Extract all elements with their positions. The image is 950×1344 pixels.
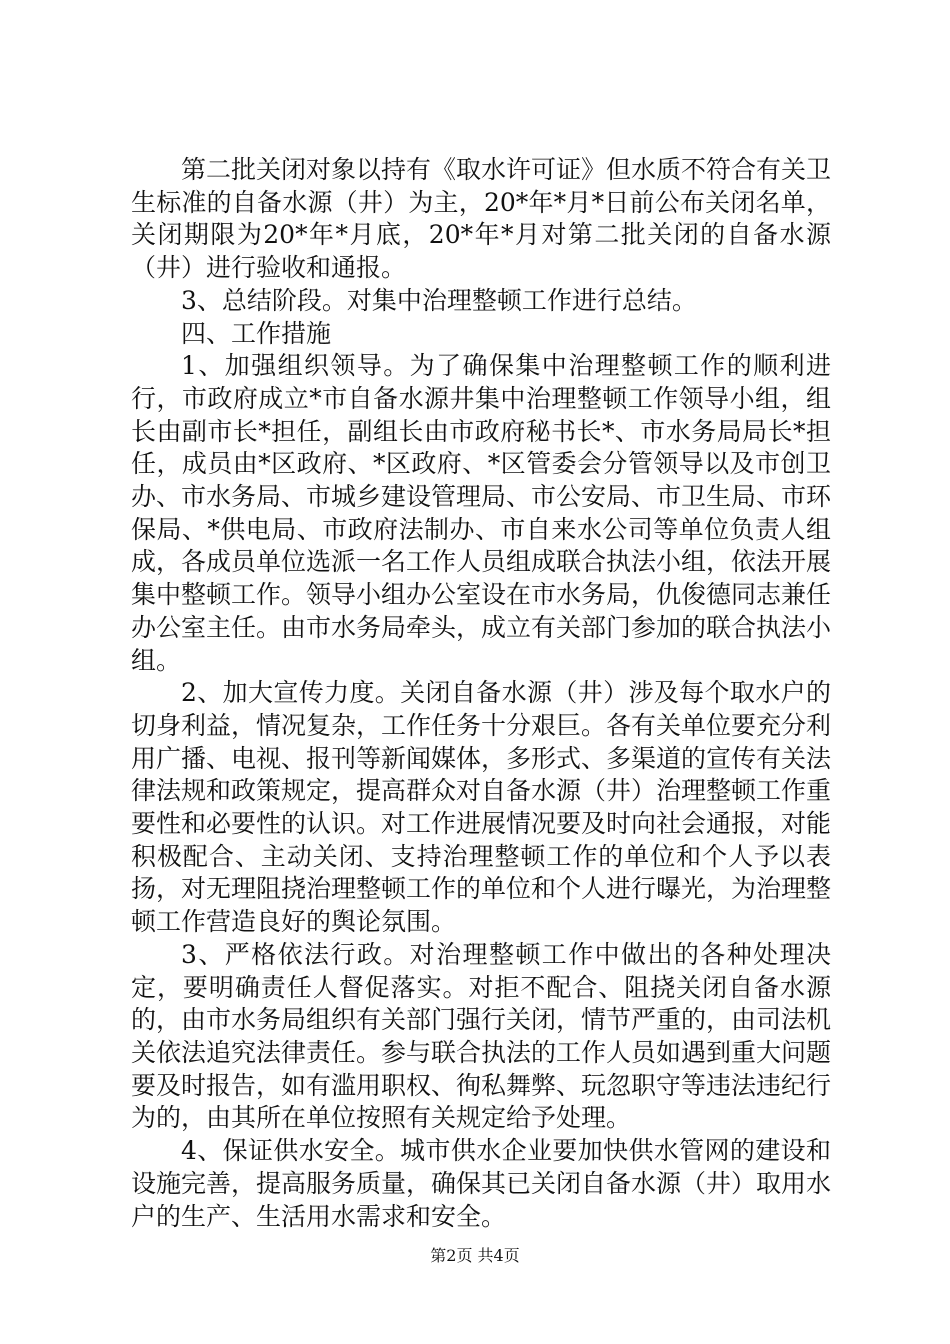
paragraph-law-enforcement: 3、严格依法行政。对治理整顿工作中做出的各种处理决定，要明确责任人督促落实。对拒不配合、阻挠关闭自备水源的，由市水务局组织有关部门强行关闭，情节严重的，由司法机关依法追究法律责任。参与联合执法的工作人员如遇到重大问题要及时报告，如有滥用职权、徇私舞弊、玩忽职守等违法违纪行为的，由其所在单位按照有关规定给予处理。: [131, 939, 832, 1133]
document-body: [131, 154, 831, 1233]
page-number-footer: 第2页 共4页: [430, 1246, 520, 1265]
section-heading-work-measures: 四、工作措施: [181, 318, 332, 348]
paragraph-publicity: 2、加大宣传力度。关闭自备水源（井）涉及每个取水户的切身利益，情况复杂，工作任务十分艰巨。各有关单位要充分利用广播、电视、报刊等新闻媒体，多形式、多渠道的宣传有关法律法规和政策规定，提高群众对自备水源（井）治理整顿工作重要性和必要性的认识。对工作进展情况要及时向社会通报，对能积极配合、主动关闭、支持治理整顿工作的单位和个人予以表扬，对无理阻挠治理整顿工作的单位和个人进行曝光，为治理整顿工作营造良好的舆论氛围。: [131, 678, 832, 937]
paragraph-second-batch-closure: 第二批关闭对象以持有《取水许可证》但水质不符合有关卫生标准的自备水源（井）为主，20*年*月*日前公布关闭名单，关闭期限为20*年*月底，20*年*月对第二批关闭的自备水源（井）进行验收和通报。: [131, 155, 832, 283]
paragraph-water-supply-safety: 4、保证供水安全。城市供水企业要加快供水管网的建设和设施完善，提高服务质量，确保其已关闭自备水源（井）取用水户的生产、生活用水需求和安全。: [131, 1136, 832, 1231]
paragraph-summary-stage: 3、总结阶段。对集中治理整顿工作进行总结。: [181, 285, 697, 315]
paragraph-strengthen-leadership: 1、加强组织领导。为了确保集中治理整顿工作的顺利进行，市政府成立*市自备水源井集中治理整顿工作领导小组，组长由副市长*担任，副组长由市政府秘书长*、市水务局局长*担任，成员由*区政府、*区政府、*区管委会分管领导以及市创卫办、市水务局、市城乡建设管理局、市公安局、市卫生局、市环保局、*供电局、市政府法制办、市自来水公司等单位负责人组成，各成员单位选派一名工作人员组成联合执法小组，依法开展集中整顿工作。领导小组办公室设在市水务局，仇俊德同志兼任办公室主任。由市水务局牵头，成立有关部门参加的联合执法小组。: [131, 351, 832, 675]
